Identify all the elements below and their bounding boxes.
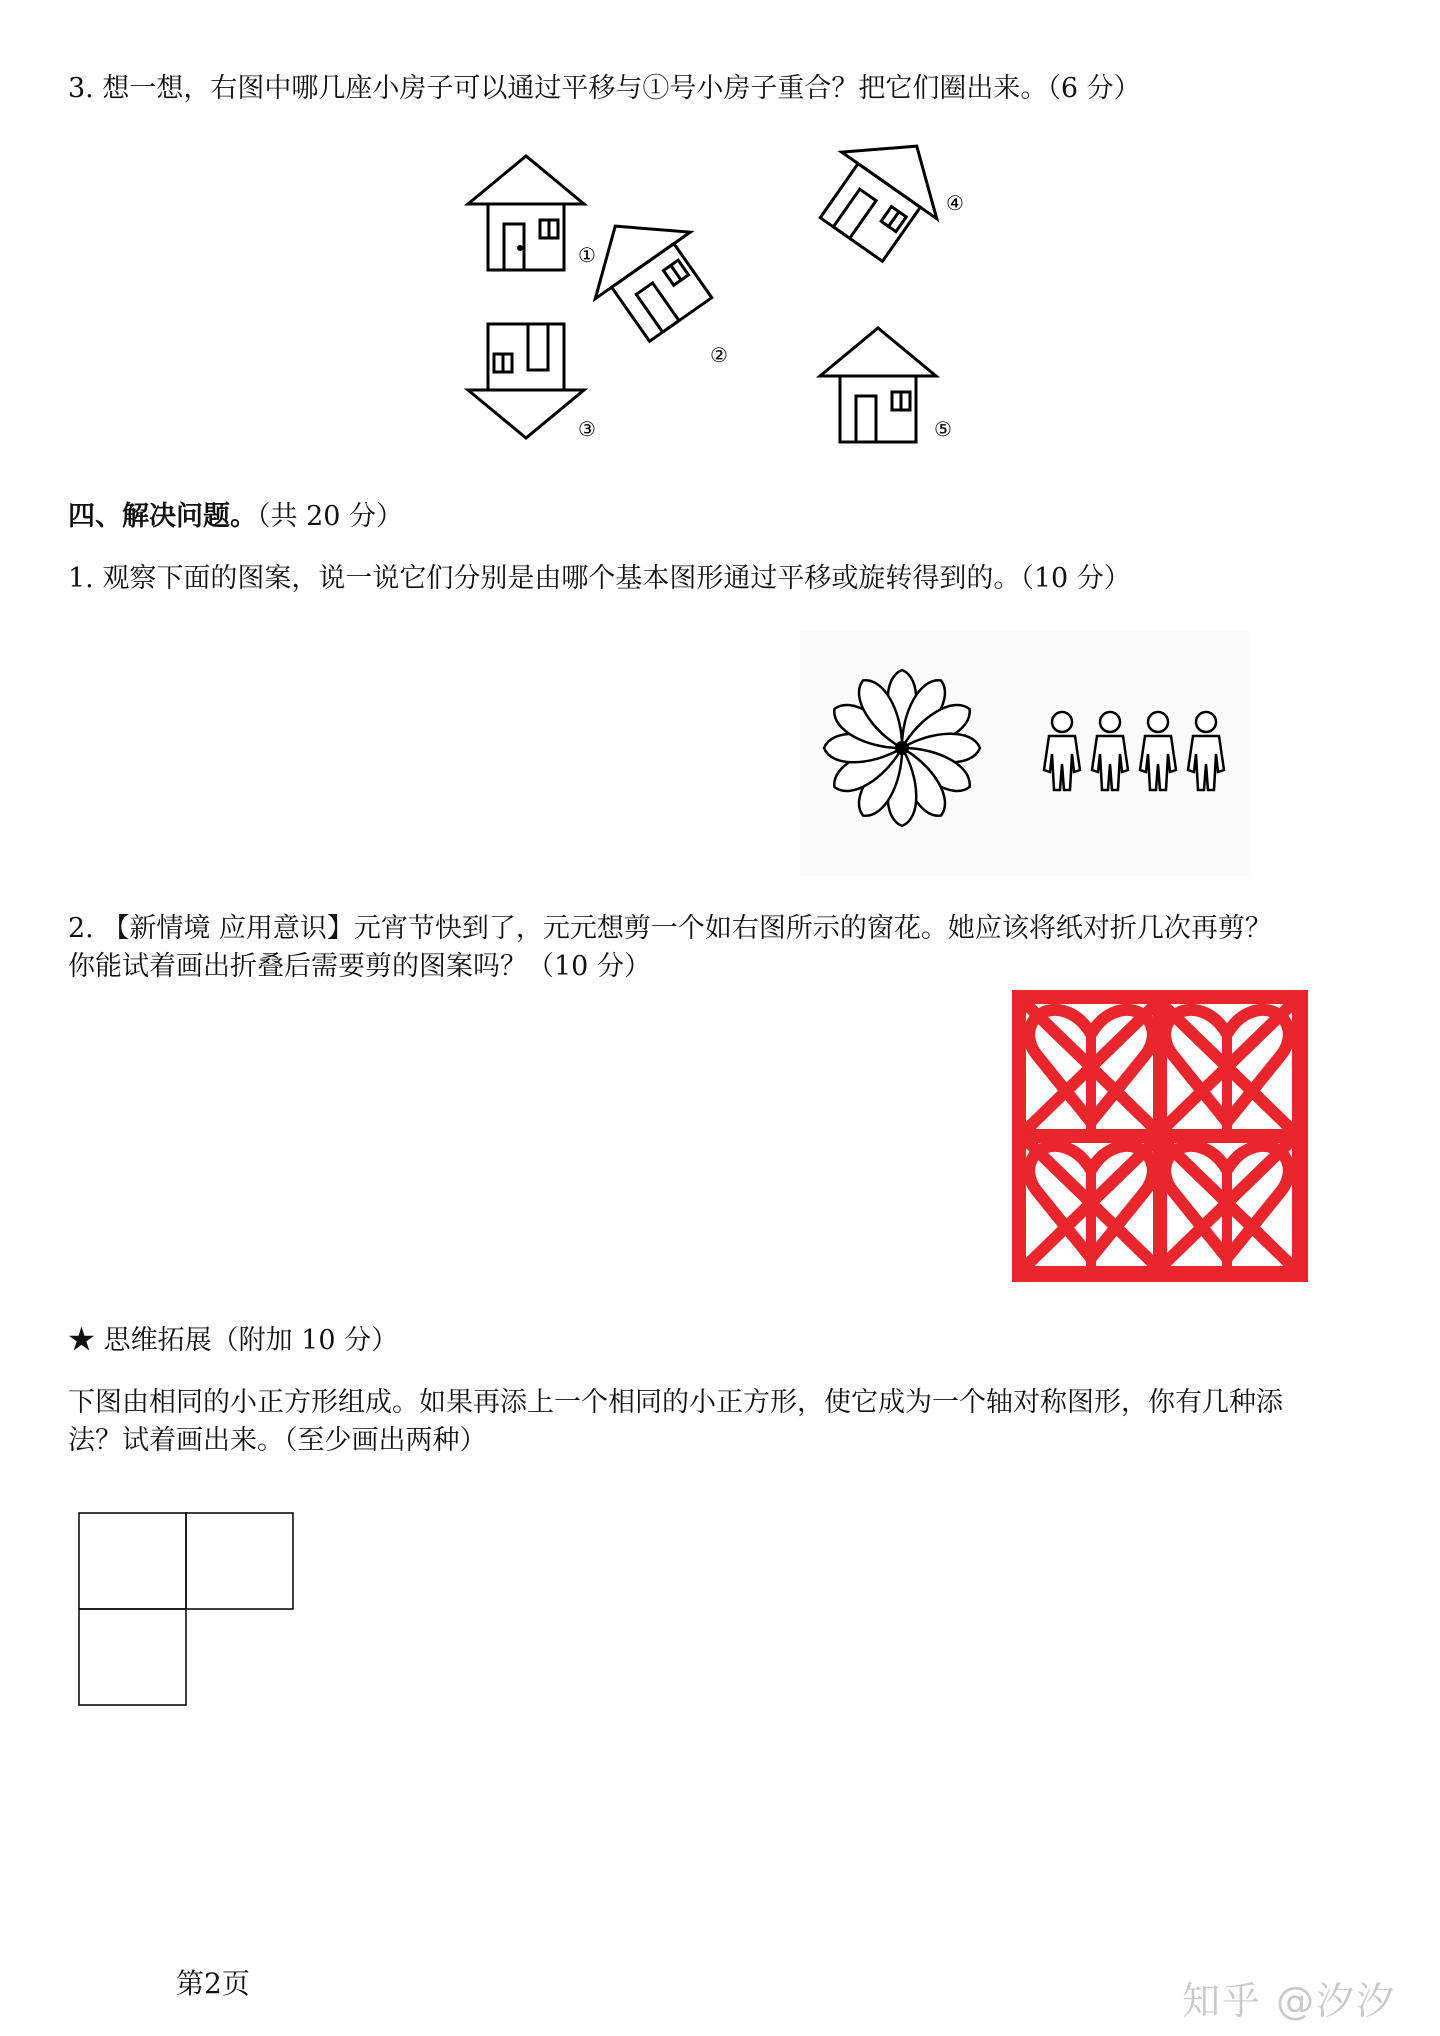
pattern-figure — [800, 630, 1250, 876]
question-4-2-line-2: 你能试着画出折叠后需要剪的图案吗？（10 分） — [68, 951, 651, 982]
house-label-3: ③ — [578, 417, 596, 441]
extension-line-2: 法？试着画出来。（至少画出两种） — [68, 1425, 487, 1456]
question-4-1-text: 1. 观察下面的图案，说一说它们分别是由哪个基本图形通过平移或旋转得到的。（10 分） — [68, 563, 1131, 594]
square-top-right — [186, 1513, 293, 1609]
section-4-heading — [68, 498, 403, 536]
house-label-1: ① — [578, 243, 596, 267]
question-3-text: 3. 想一想，右图中哪几座小房子可以通过平移与①号小房子重合？把它们圈出来。（6 分） — [68, 73, 1141, 104]
square-top-left — [79, 1513, 186, 1609]
watermark: 知乎 @汐汐 — [1182, 1979, 1397, 2023]
paper-cut-figure — [1012, 990, 1308, 1282]
squares-figure — [78, 1512, 298, 1712]
section-4-title: 四、解决问题。 — [68, 501, 257, 532]
paper-cut-cell — [1026, 1140, 1156, 1266]
question-4-2-line-1: 2. 【新情境 应用意识】元宵节快到了，元元想剪一个如右图所示的窗花。她应该将纸对折几次再剪？ — [68, 913, 1272, 944]
paper-cut-cell — [1162, 1004, 1292, 1130]
house-4 — [804, 113, 964, 273]
page-number: 第2页 — [176, 1967, 250, 2000]
house-label-5: ⑤ — [934, 417, 952, 441]
house-label-2: ② — [710, 343, 728, 367]
house-1 — [468, 156, 584, 270]
square-bottom-left — [79, 1609, 186, 1705]
extension-line-1: 下图由相同的小正方形组成。如果再添上一个相同的小正方形，使它成为一个轴对称图形，你有几种添 — [68, 1387, 1283, 1418]
houses-figure — [460, 140, 980, 460]
house-3 — [468, 324, 584, 438]
house-label-4: ④ — [946, 191, 964, 215]
paper-cut-cell — [1026, 1004, 1156, 1130]
house-2 — [568, 193, 728, 353]
extension-title: ★ 思维拓展（附加 10 分） — [68, 1325, 399, 1356]
house-5 — [820, 328, 936, 442]
paper-cut-cell — [1162, 1140, 1292, 1266]
section-4-points: （共 20 分） — [257, 501, 404, 532]
